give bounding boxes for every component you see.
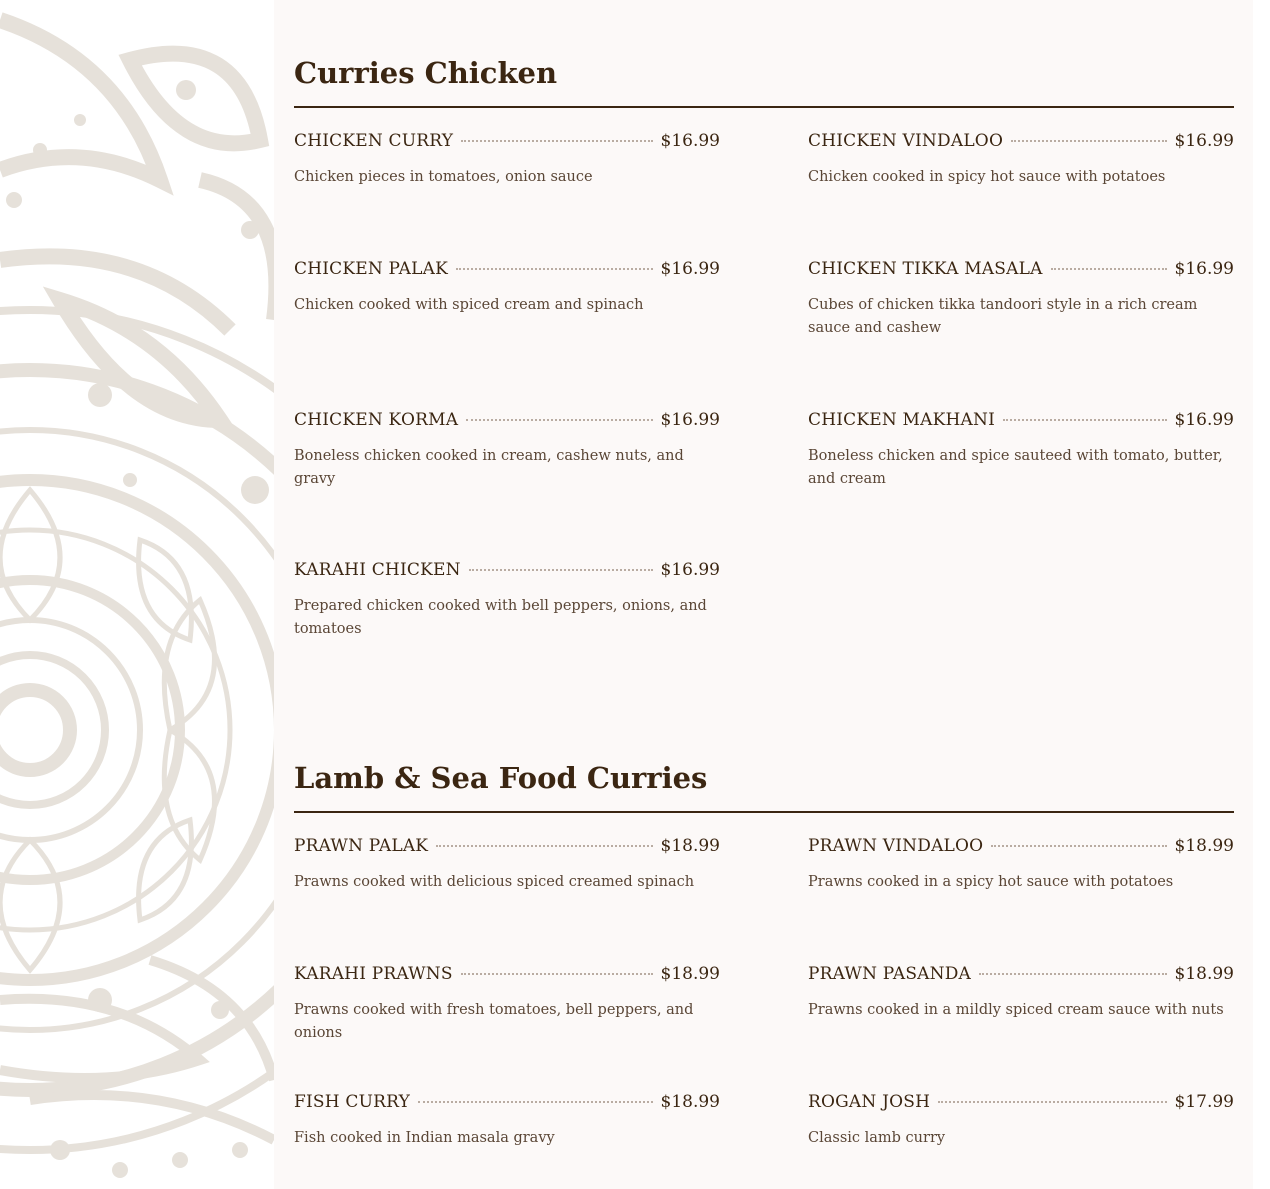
menu-item — [808, 258, 1234, 339]
dot-leader — [991, 845, 1166, 847]
dot-leader — [466, 419, 652, 421]
item-name: FISH CURRY — [294, 1092, 411, 1112]
item-price: $18.99 — [660, 1092, 720, 1112]
item-name: PRAWN PASANDA — [808, 964, 972, 984]
section-title: Curries Chicken — [294, 56, 558, 90]
dot-leader — [461, 140, 652, 142]
section-title: Lamb & Sea Food Curries — [294, 761, 708, 795]
dot-leader — [938, 1101, 1166, 1103]
item-description: Fish cooked in Indian masala gravy — [294, 1130, 555, 1146]
mandala-decoration — [0, 0, 274, 1189]
menu-item — [294, 835, 720, 894]
item-price: $16.99 — [660, 131, 720, 151]
item-price: $16.99 — [1174, 259, 1234, 279]
menu-item — [808, 835, 1234, 894]
item-name: ROGAN JOSH — [808, 1092, 931, 1112]
dot-leader — [418, 1101, 652, 1103]
item-description: Prepared chicken cooked with bell peppers, onions, and tomatoes — [294, 598, 707, 637]
dot-leader — [456, 268, 653, 270]
item-name: CHICKEN PALAK — [294, 259, 448, 279]
menu-item — [808, 963, 1234, 1022]
section-lamb-seafood-curries — [294, 761, 1234, 1146]
item-price: $18.99 — [660, 964, 720, 984]
menu-item — [294, 963, 720, 1044]
section-curries-chicken — [294, 56, 1234, 637]
dot-leader — [461, 973, 653, 975]
item-price: $16.99 — [1174, 410, 1234, 430]
dot-leader — [436, 845, 652, 847]
menu-item — [808, 1091, 1234, 1150]
item-name: CHICKEN CURRY — [294, 131, 454, 151]
dot-leader — [1051, 268, 1167, 270]
dot-leader — [469, 569, 653, 571]
item-name: PRAWN PALAK — [294, 836, 429, 856]
item-price: $16.99 — [660, 410, 720, 430]
section-divider — [294, 811, 1234, 813]
item-price: $16.99 — [1174, 131, 1234, 151]
menu-item — [294, 559, 720, 640]
item-description: Prawns cooked with fresh tomatoes, bell peppers, and onions — [294, 1002, 694, 1041]
dot-leader — [1003, 419, 1166, 421]
item-name: CHICKEN KORMA — [294, 410, 459, 430]
menu-item — [294, 1091, 720, 1150]
item-description: Chicken cooked in spicy hot sauce with potatoes — [808, 169, 1166, 185]
menu-item — [808, 409, 1234, 490]
item-price: $17.99 — [1174, 1092, 1234, 1112]
item-price: $16.99 — [660, 259, 720, 279]
item-name: CHICKEN VINDALOO — [808, 131, 1004, 151]
item-description: Classic lamb curry — [808, 1130, 946, 1146]
item-description: Prawns cooked with delicious spiced creamed spinach — [294, 874, 695, 890]
item-name: PRAWN VINDALOO — [808, 836, 984, 856]
item-name: CHICKEN TIKKA MASALA — [808, 259, 1043, 279]
item-price: $18.99 — [660, 836, 720, 856]
menu-item — [294, 258, 720, 317]
item-description: Prawns cooked in a spicy hot sauce with potatoes — [808, 874, 1174, 890]
item-price: $18.99 — [1174, 836, 1234, 856]
item-description: Boneless chicken and spice sauteed with tomato, butter, and cream — [808, 448, 1223, 487]
item-name: KARAHI CHICKEN — [294, 560, 461, 580]
item-price: $18.99 — [1174, 964, 1234, 984]
menu-item — [294, 130, 720, 189]
item-name: CHICKEN MAKHANI — [808, 410, 996, 430]
item-description: Chicken cooked with spiced cream and spinach — [294, 297, 644, 313]
item-description: Boneless chicken cooked in cream, cashew nuts, and gravy — [294, 448, 684, 487]
dot-leader — [979, 973, 1166, 975]
menu-item — [294, 409, 720, 490]
mandala-pattern-icon — [0, 0, 274, 1189]
dot-leader — [1011, 140, 1166, 142]
item-description: Chicken pieces in tomatoes, onion sauce — [294, 169, 593, 185]
section-divider — [294, 106, 1234, 108]
menu-item — [808, 130, 1234, 189]
item-description: Prawns cooked in a mildly spiced cream sauce with nuts — [808, 1002, 1224, 1018]
item-description: Cubes of chicken tikka tandoori style in a rich cream sauce and cashew — [808, 297, 1198, 336]
item-price: $16.99 — [660, 560, 720, 580]
item-name: KARAHI PRAWNS — [294, 964, 453, 984]
